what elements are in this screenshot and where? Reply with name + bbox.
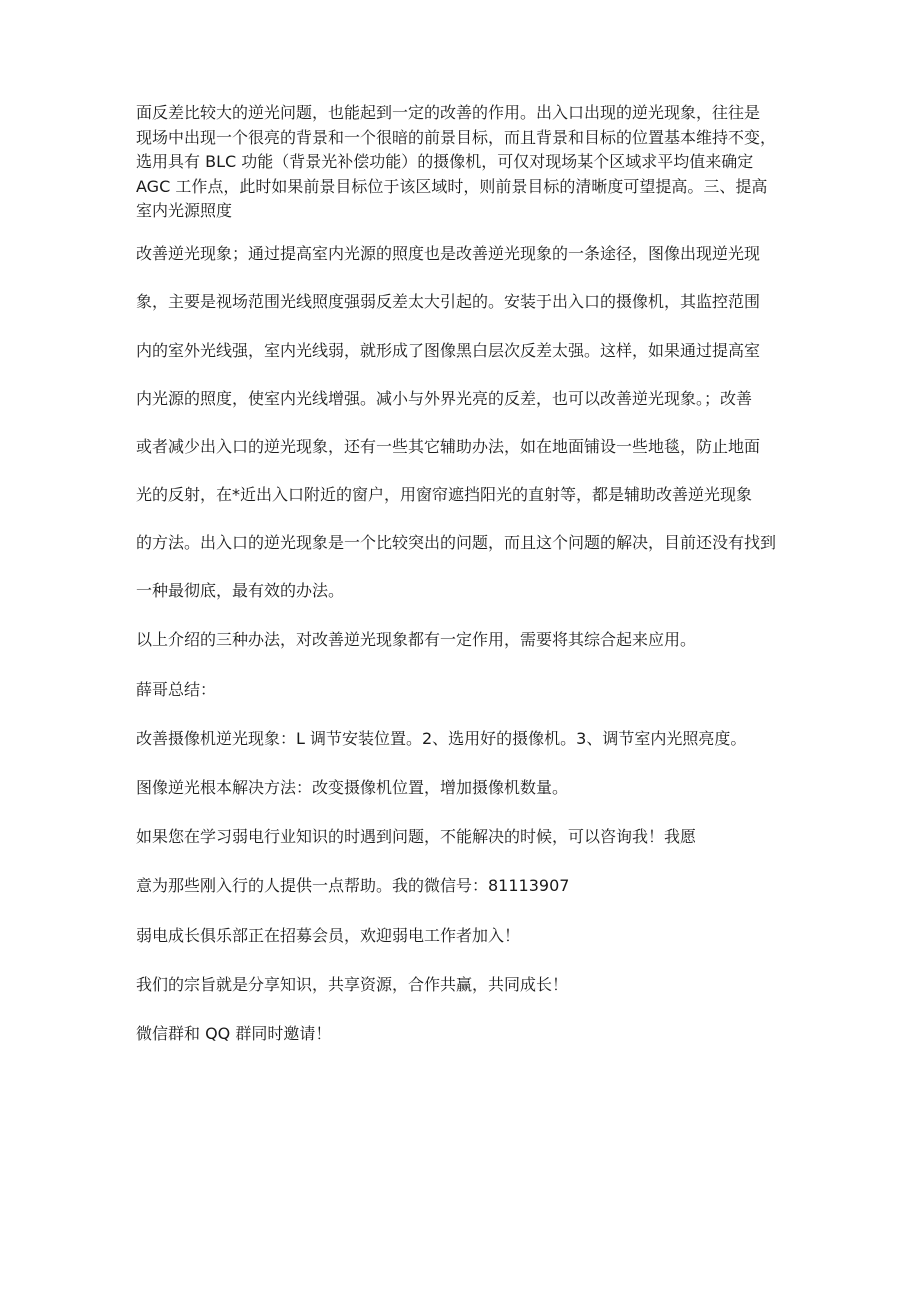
intro-line: AGC 工作点，此时如果前景目标位于该区域时，则前景目标的清晰度可望提高。三、提高 (136, 176, 768, 196)
contact-line: 意为那些刚入行的人提供一点帮助。我的微信号：81113907 (136, 876, 570, 895)
body-line: 内光源的照度，使室内光线增强。减小与外界光亮的反差，也可以改善逆光现象。；改善 (136, 389, 753, 408)
summary-item: 图像逆光根本解决方法：改变摄像机位置，增加摄像机数量。 (136, 778, 569, 797)
summary-heading: 薛哥总结： (136, 680, 217, 699)
body-line: 一种最彻底，最有效的办法。 (136, 581, 345, 600)
body-line: 或者减少出入口的逆光现象，还有一些其它辅助办法，如在地面铺设一些地毯，防止地面 (136, 437, 761, 456)
body-line: 内的室外光线强，室内光线弱，就形成了图像黑白层次反差太强。这样，如果通过提高室 (136, 341, 761, 360)
intro-line: 现场中出现一个很亮的背景和一个很暗的前景目标，而且背景和目标的位置基本维持不变， (136, 127, 777, 147)
club-line: 微信群和 QQ 群同时邀请！ (136, 1024, 332, 1043)
club-line: 弱电成长俱乐部正在招募会员，欢迎弱电工作者加入！ (136, 926, 521, 945)
body-line: 的方法。出入口的逆光现象是一个比较突出的问题，而且这个问题的解决，目前还没有找到 (136, 533, 777, 552)
summary-sentence: 以上介绍的三种办法，对改善逆光现象都有一定作用，需要将其综合起来应用。 (136, 630, 697, 649)
body-line: 改善逆光现象；通过提高室内光源的照度也是改善逆光现象的一条途径，图像出现逆光现 (136, 244, 761, 263)
body-line: 象，主要是视场范围光线照度强弱反差太大引起的。安装于出入口的摄像机，其监控范围 (136, 292, 761, 311)
summary-item: 改善摄像机逆光现象：L 调节安装位置。2、选用好的摄像机。3、调节室内光照亮度。 (136, 729, 747, 748)
intro-paragraph (136, 101, 836, 224)
club-line: 我们的宗旨就是分享知识，共享资源，合作共赢，共同成长！ (136, 975, 569, 994)
body-line: 光的反射，在*近出入口附近的窗户，用窗帘遮挡阳光的直射等，都是辅助改善逆光现象 (136, 485, 753, 504)
intro-line: 室内光源照度 (136, 201, 233, 220)
intro-line: 选用具有 BLC 功能（背景光补偿功能）的摄像机，可仅对现场某个区域求平均值来确定 (136, 152, 754, 171)
intro-line: 面反差比较大的逆光问题，也能起到一定的改善的作用。出入口出现的逆光现象，往往是 (136, 103, 761, 122)
contact-line: 如果您在学习弱电行业知识的时遇到问题，不能解决的时候，可以咨询我！我愿 (136, 827, 697, 846)
